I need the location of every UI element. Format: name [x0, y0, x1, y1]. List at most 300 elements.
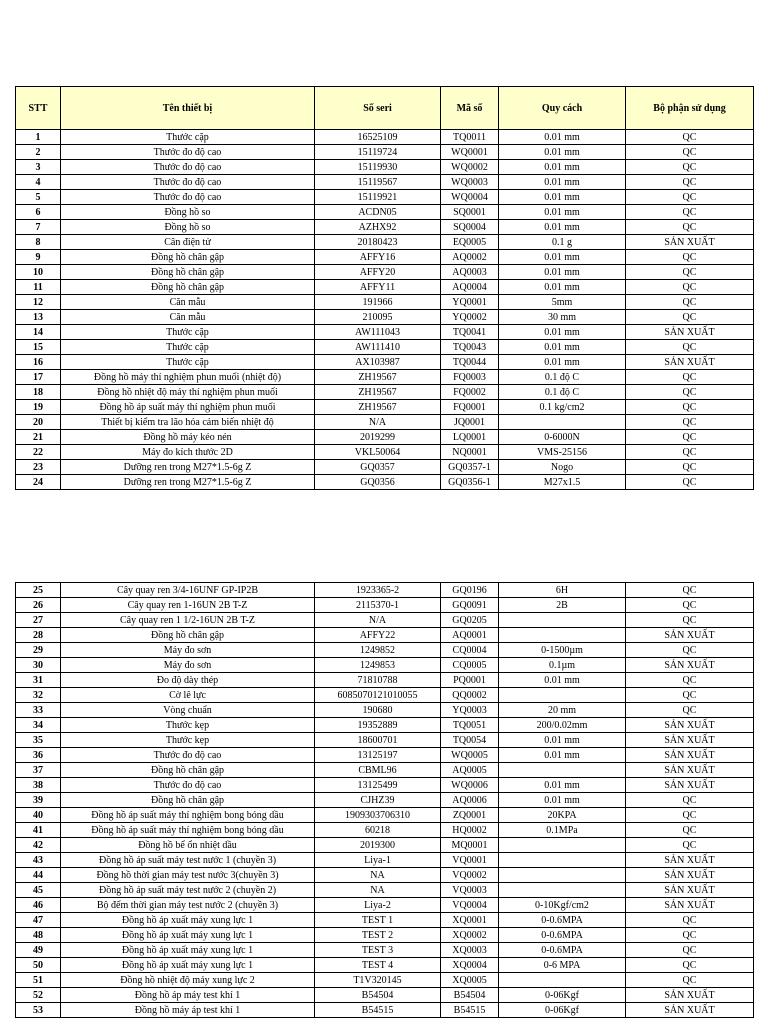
table-row	[16, 958, 754, 973]
stt-cell: 19	[16, 400, 61, 415]
stt-cell: 34	[16, 718, 61, 733]
serial-cell: 19352889	[315, 718, 441, 733]
stt-cell: 7	[16, 220, 61, 235]
device-name-cell: Thước kẹp	[61, 733, 315, 748]
code-cell: AQ0006	[441, 793, 499, 808]
stt-cell: 44	[16, 868, 61, 883]
department-cell: QC	[626, 913, 754, 928]
spec-cell: 0.01 mm	[499, 160, 626, 175]
stt-cell: 38	[16, 778, 61, 793]
serial-cell: 6085070121010055	[315, 688, 441, 703]
stt-cell: 9	[16, 250, 61, 265]
table-row	[16, 325, 754, 340]
code-cell: AQ0002	[441, 250, 499, 265]
serial-cell: CJHZ39	[315, 793, 441, 808]
stt-cell: 39	[16, 793, 61, 808]
department-cell: QC	[626, 928, 754, 943]
device-name-cell: Thước cặp	[61, 130, 315, 145]
code-cell: WQ0003	[441, 175, 499, 190]
spec-cell: 0.01 mm	[499, 190, 626, 205]
device-name-cell: Đồng hồ chân gập	[61, 250, 315, 265]
table-row	[16, 385, 754, 400]
table-row	[16, 235, 754, 250]
code-cell: AQ0003	[441, 265, 499, 280]
stt-cell: 2	[16, 145, 61, 160]
stt-cell: 18	[16, 385, 61, 400]
table-row	[16, 778, 754, 793]
serial-cell: 18600701	[315, 733, 441, 748]
code-cell: B54515	[441, 1003, 499, 1018]
department-cell: QC	[626, 190, 754, 205]
serial-cell: TEST 3	[315, 943, 441, 958]
department-cell: QC	[626, 838, 754, 853]
code-cell: WQ0005	[441, 748, 499, 763]
device-name-cell: Máy đo kích thước 2D	[61, 445, 315, 460]
spec-cell: 0.01 mm	[499, 778, 626, 793]
device-name-cell: Đồng hồ thời gian máy test nước 3(chuyền 3)	[61, 868, 315, 883]
device-name-cell: Máy đo sơn	[61, 643, 315, 658]
code-cell: TQ0043	[441, 340, 499, 355]
serial-cell: 15119724	[315, 145, 441, 160]
code-cell: FQ0003	[441, 370, 499, 385]
stt-cell: 28	[16, 628, 61, 643]
table-1-body	[16, 130, 754, 490]
department-cell: SẢN XUẤT	[626, 778, 754, 793]
spec-cell: 0.01 mm	[499, 250, 626, 265]
spec-cell: 0.01 mm	[499, 673, 626, 688]
device-name-cell: Đồng hồ nhiệt độ máy xung lực 2	[61, 973, 315, 988]
device-name-cell: Đồng hồ máy kéo nén	[61, 430, 315, 445]
department-cell: QC	[626, 415, 754, 430]
spec-cell: 0.01 mm	[499, 793, 626, 808]
department-cell: QC	[626, 265, 754, 280]
department-cell: SẢN XUẤT	[626, 628, 754, 643]
spec-cell: 0-06Kgf	[499, 1003, 626, 1018]
equipment-table-2	[15, 582, 754, 1018]
table-row	[16, 205, 754, 220]
stt-cell: 29	[16, 643, 61, 658]
stt-cell: 51	[16, 973, 61, 988]
spec-cell: 0.1MPa	[499, 823, 626, 838]
stt-cell: 45	[16, 883, 61, 898]
department-cell: QC	[626, 823, 754, 838]
table-row	[16, 460, 754, 475]
table-row	[16, 598, 754, 613]
serial-cell: CBML96	[315, 763, 441, 778]
serial-cell: NA	[315, 868, 441, 883]
spec-cell: 30 mm	[499, 310, 626, 325]
department-cell: SẢN XUẤT	[626, 718, 754, 733]
device-name-cell: Đồng hồ so	[61, 205, 315, 220]
table-row	[16, 973, 754, 988]
department-cell: QC	[626, 583, 754, 598]
spec-cell: VMS-25156	[499, 445, 626, 460]
table-row	[16, 475, 754, 490]
spec-cell: 0.01 mm	[499, 220, 626, 235]
stt-cell: 14	[16, 325, 61, 340]
device-name-cell: Đồng hồ chân gập	[61, 763, 315, 778]
department-cell: SẢN XUẤT	[626, 898, 754, 913]
code-cell: QQ0002	[441, 688, 499, 703]
stt-cell: 31	[16, 673, 61, 688]
stt-cell: 8	[16, 235, 61, 250]
table-row	[16, 808, 754, 823]
table-row	[16, 355, 754, 370]
spec-cell: 0.01 mm	[499, 175, 626, 190]
serial-cell: 210095	[315, 310, 441, 325]
code-cell: VQ0003	[441, 883, 499, 898]
spec-cell: 0.1 độ C	[499, 370, 626, 385]
device-name-cell: Đồng hồ áp suất máy thí nghiệm bong bóng dầu	[61, 823, 315, 838]
code-cell: WQ0006	[441, 778, 499, 793]
device-name-cell: Thước cặp	[61, 355, 315, 370]
code-cell: TQ0041	[441, 325, 499, 340]
stt-cell: 11	[16, 280, 61, 295]
code-cell: WQ0001	[441, 145, 499, 160]
stt-cell: 5	[16, 190, 61, 205]
table-2-body	[16, 583, 754, 1018]
stt-cell: 22	[16, 445, 61, 460]
department-cell: QC	[626, 943, 754, 958]
code-cell: AQ0005	[441, 763, 499, 778]
code-cell: FQ0001	[441, 400, 499, 415]
table-row	[16, 643, 754, 658]
spec-cell: 0.01 mm	[499, 340, 626, 355]
device-name-cell: Đồng hồ áp suất máy thí nghiệm phun muối	[61, 400, 315, 415]
table-row	[16, 370, 754, 385]
device-name-cell: Cây quay ren 1 1/2-16UN 2B T-Z	[61, 613, 315, 628]
code-cell: VQ0001	[441, 853, 499, 868]
spec-cell	[499, 838, 626, 853]
stt-cell: 25	[16, 583, 61, 598]
device-name-cell: Đồng hồ áp xuất máy xung lực 1	[61, 913, 315, 928]
serial-cell: 190680	[315, 703, 441, 718]
device-name-cell: Thước đo độ cao	[61, 778, 315, 793]
department-cell: QC	[626, 613, 754, 628]
table-row	[16, 733, 754, 748]
equipment-table-1	[15, 86, 754, 490]
device-name-cell: Đồng hồ áp suất máy test nước 2 (chuyền 2)	[61, 883, 315, 898]
table-row	[16, 688, 754, 703]
table-row	[16, 340, 754, 355]
serial-cell: 16525109	[315, 130, 441, 145]
department-cell: SẢN XUẤT	[626, 763, 754, 778]
table-row	[16, 310, 754, 325]
serial-cell: 1249852	[315, 643, 441, 658]
stt-cell: 52	[16, 988, 61, 1003]
spec-cell: 0-0.6MPA	[499, 913, 626, 928]
stt-cell: 46	[16, 898, 61, 913]
spec-cell	[499, 688, 626, 703]
device-name-cell: Thước cặp	[61, 340, 315, 355]
spec-cell: 0-1500µm	[499, 643, 626, 658]
department-cell: QC	[626, 958, 754, 973]
serial-cell: GQ0356	[315, 475, 441, 490]
table-row	[16, 415, 754, 430]
table-row	[16, 703, 754, 718]
table-row	[16, 628, 754, 643]
spec-cell: 0.01 mm	[499, 733, 626, 748]
serial-cell: TEST 2	[315, 928, 441, 943]
code-cell: LQ0001	[441, 430, 499, 445]
stt-cell: 33	[16, 703, 61, 718]
code-cell: VQ0002	[441, 868, 499, 883]
table-row	[16, 130, 754, 145]
serial-cell: AFFY20	[315, 265, 441, 280]
spec-cell	[499, 868, 626, 883]
serial-cell: AW111043	[315, 325, 441, 340]
stt-cell: 3	[16, 160, 61, 175]
spec-cell: 5mm	[499, 295, 626, 310]
spec-cell: 0.01 mm	[499, 280, 626, 295]
table-row	[16, 400, 754, 415]
device-name-cell: Đồng hồ chân gập	[61, 265, 315, 280]
device-name-cell: Đồng hồ chân gập	[61, 628, 315, 643]
stt-cell: 23	[16, 460, 61, 475]
spec-cell: 0-0.6MPA	[499, 928, 626, 943]
serial-cell: 15119930	[315, 160, 441, 175]
serial-cell: TEST 1	[315, 913, 441, 928]
code-cell: FQ0002	[441, 385, 499, 400]
code-cell: AQ0004	[441, 280, 499, 295]
table-row	[16, 160, 754, 175]
code-cell: ZQ0001	[441, 808, 499, 823]
device-name-cell: Đồng hồ chân gập	[61, 793, 315, 808]
table-row	[16, 658, 754, 673]
spec-cell: 0.01 mm	[499, 748, 626, 763]
spec-cell	[499, 628, 626, 643]
device-name-cell: Cân điện tử	[61, 235, 315, 250]
spec-cell: 0.1 độ C	[499, 385, 626, 400]
spec-cell: M27x1.5	[499, 475, 626, 490]
department-cell: QC	[626, 130, 754, 145]
table-row	[16, 265, 754, 280]
serial-cell: AZHX92	[315, 220, 441, 235]
device-name-cell: Máy đo sơn	[61, 658, 315, 673]
department-cell: QC	[626, 598, 754, 613]
department-cell: SẢN XUẤT	[626, 868, 754, 883]
device-name-cell: Đồng hồ áp suất máy thí nghiệm bong bóng dầu	[61, 808, 315, 823]
device-name-cell: Cờ lê lực	[61, 688, 315, 703]
device-name-cell: Bộ đếm thời gian máy test nước 2 (chuyền 3)	[61, 898, 315, 913]
header-spec: Quy cách	[499, 87, 626, 130]
spec-cell: 0-10Kgf/cm2	[499, 898, 626, 913]
stt-cell: 27	[16, 613, 61, 628]
spec-cell: 0.01 mm	[499, 130, 626, 145]
device-name-cell: Thước đo độ cao	[61, 145, 315, 160]
stt-cell: 24	[16, 475, 61, 490]
device-name-cell: Thước cặp	[61, 325, 315, 340]
stt-cell: 47	[16, 913, 61, 928]
serial-cell: 2115370-1	[315, 598, 441, 613]
code-cell: GQ0196	[441, 583, 499, 598]
serial-cell: 1909303706310	[315, 808, 441, 823]
code-cell: YQ0002	[441, 310, 499, 325]
table-row	[16, 763, 754, 778]
serial-cell: AFFY22	[315, 628, 441, 643]
department-cell: QC	[626, 175, 754, 190]
serial-cell: ZH19567	[315, 400, 441, 415]
header-stt: STT	[16, 87, 61, 130]
department-cell: QC	[626, 310, 754, 325]
stt-cell: 48	[16, 928, 61, 943]
spec-cell: 0-6 MPA	[499, 958, 626, 973]
serial-cell: 20180423	[315, 235, 441, 250]
serial-cell: 15119567	[315, 175, 441, 190]
header-serial: Số seri	[315, 87, 441, 130]
device-name-cell: Đồng hồ áp máy test khí 1	[61, 988, 315, 1003]
serial-cell: NA	[315, 883, 441, 898]
serial-cell: TEST 4	[315, 958, 441, 973]
stt-cell: 32	[16, 688, 61, 703]
table-row	[16, 673, 754, 688]
code-cell: XQ0004	[441, 958, 499, 973]
spec-cell: 0-0.6MPA	[499, 943, 626, 958]
code-cell: CQ0004	[441, 643, 499, 658]
spec-cell: 0-06Kgf	[499, 988, 626, 1003]
department-cell: QC	[626, 643, 754, 658]
device-name-cell: Đo độ dày thép	[61, 673, 315, 688]
code-cell: XQ0002	[441, 928, 499, 943]
department-cell: QC	[626, 430, 754, 445]
table-row	[16, 868, 754, 883]
spec-cell: 0.01 mm	[499, 265, 626, 280]
serial-cell: B54515	[315, 1003, 441, 1018]
device-name-cell: Đồng hồ áp xuất máy xung lực 1	[61, 943, 315, 958]
spec-cell: 0.01 mm	[499, 145, 626, 160]
serial-cell: ZH19567	[315, 370, 441, 385]
stt-cell: 6	[16, 205, 61, 220]
stt-cell: 37	[16, 763, 61, 778]
department-cell: QC	[626, 370, 754, 385]
code-cell: AQ0001	[441, 628, 499, 643]
stt-cell: 49	[16, 943, 61, 958]
table-header-row	[16, 87, 754, 130]
serial-cell: 15119921	[315, 190, 441, 205]
table-row	[16, 280, 754, 295]
code-cell: HQ0002	[441, 823, 499, 838]
serial-cell: AX103987	[315, 355, 441, 370]
serial-cell: VKL50064	[315, 445, 441, 460]
code-cell: TQ0051	[441, 718, 499, 733]
device-name-cell: Đồng hồ máy thí nghiệm phun muối (nhiệt độ)	[61, 370, 315, 385]
serial-cell: 191966	[315, 295, 441, 310]
device-name-cell: Dưỡng ren trong M27*1.5-6g Z	[61, 460, 315, 475]
serial-cell: ZH19567	[315, 385, 441, 400]
device-name-cell: Căn mẫu	[61, 295, 315, 310]
table-row	[16, 295, 754, 310]
code-cell: YQ0003	[441, 703, 499, 718]
device-name-cell: Thước đo độ cao	[61, 748, 315, 763]
code-cell: VQ0004	[441, 898, 499, 913]
spec-cell	[499, 763, 626, 778]
department-cell: QC	[626, 400, 754, 415]
department-cell: QC	[626, 145, 754, 160]
department-cell: QC	[626, 793, 754, 808]
stt-cell: 17	[16, 370, 61, 385]
stt-cell: 41	[16, 823, 61, 838]
table-row	[16, 220, 754, 235]
table-row	[16, 823, 754, 838]
department-cell: QC	[626, 295, 754, 310]
stt-cell: 10	[16, 265, 61, 280]
stt-cell: 30	[16, 658, 61, 673]
code-cell: SQ0004	[441, 220, 499, 235]
department-cell: QC	[626, 220, 754, 235]
stt-cell: 13	[16, 310, 61, 325]
table-row	[16, 250, 754, 265]
stt-cell: 4	[16, 175, 61, 190]
spec-cell	[499, 883, 626, 898]
department-cell: QC	[626, 160, 754, 175]
serial-cell: AFFY16	[315, 250, 441, 265]
table-row	[16, 190, 754, 205]
stt-cell: 1	[16, 130, 61, 145]
serial-cell: 13125499	[315, 778, 441, 793]
code-cell: TQ0044	[441, 355, 499, 370]
spec-cell: 0-6000N	[499, 430, 626, 445]
department-cell: QC	[626, 280, 754, 295]
serial-cell: 2019300	[315, 838, 441, 853]
department-cell: SẢN XUẤT	[626, 748, 754, 763]
spec-cell: 0.1µm	[499, 658, 626, 673]
serial-cell: Liya-1	[315, 853, 441, 868]
spec-cell	[499, 973, 626, 988]
serial-cell: 2019299	[315, 430, 441, 445]
department-cell: SẢN XUẤT	[626, 853, 754, 868]
department-cell: QC	[626, 445, 754, 460]
department-cell: QC	[626, 460, 754, 475]
spec-cell: 200/0.02mm	[499, 718, 626, 733]
code-cell: PQ0001	[441, 673, 499, 688]
department-cell: QC	[626, 205, 754, 220]
device-name-cell: Thước đo độ cao	[61, 190, 315, 205]
stt-cell: 12	[16, 295, 61, 310]
spec-cell	[499, 853, 626, 868]
code-cell: B54504	[441, 988, 499, 1003]
spec-cell: 0.01 mm	[499, 355, 626, 370]
serial-cell: 71810788	[315, 673, 441, 688]
device-name-cell: Thiết bị kiểm tra lão hóa cảm biến nhiệt độ	[61, 415, 315, 430]
device-name-cell: Đồng hồ áp xuất máy xung lực 1	[61, 928, 315, 943]
serial-cell: 13125197	[315, 748, 441, 763]
table-row	[16, 988, 754, 1003]
spec-cell: 0.1 g	[499, 235, 626, 250]
spec-cell: 20KPA	[499, 808, 626, 823]
code-cell: CQ0005	[441, 658, 499, 673]
spec-cell	[499, 415, 626, 430]
stt-cell: 53	[16, 1003, 61, 1018]
department-cell: QC	[626, 808, 754, 823]
code-cell: XQ0003	[441, 943, 499, 958]
department-cell: SẢN XUẤT	[626, 1003, 754, 1018]
table-row	[16, 898, 754, 913]
department-cell: SẢN XUẤT	[626, 235, 754, 250]
code-cell: GQ0091	[441, 598, 499, 613]
spec-cell	[499, 613, 626, 628]
department-cell: QC	[626, 703, 754, 718]
stt-cell: 40	[16, 808, 61, 823]
serial-cell: 1249853	[315, 658, 441, 673]
department-cell: SẢN XUẤT	[626, 325, 754, 340]
serial-cell: Liya-2	[315, 898, 441, 913]
device-name-cell: Cây quay ren 1-16UN 2B T-Z	[61, 598, 315, 613]
device-name-cell: Thước đo độ cao	[61, 175, 315, 190]
spec-cell: 0.01 mm	[499, 205, 626, 220]
device-name-cell: Đồng hồ áp xuất máy xung lực 1	[61, 958, 315, 973]
stt-cell: 43	[16, 853, 61, 868]
code-cell: WQ0002	[441, 160, 499, 175]
